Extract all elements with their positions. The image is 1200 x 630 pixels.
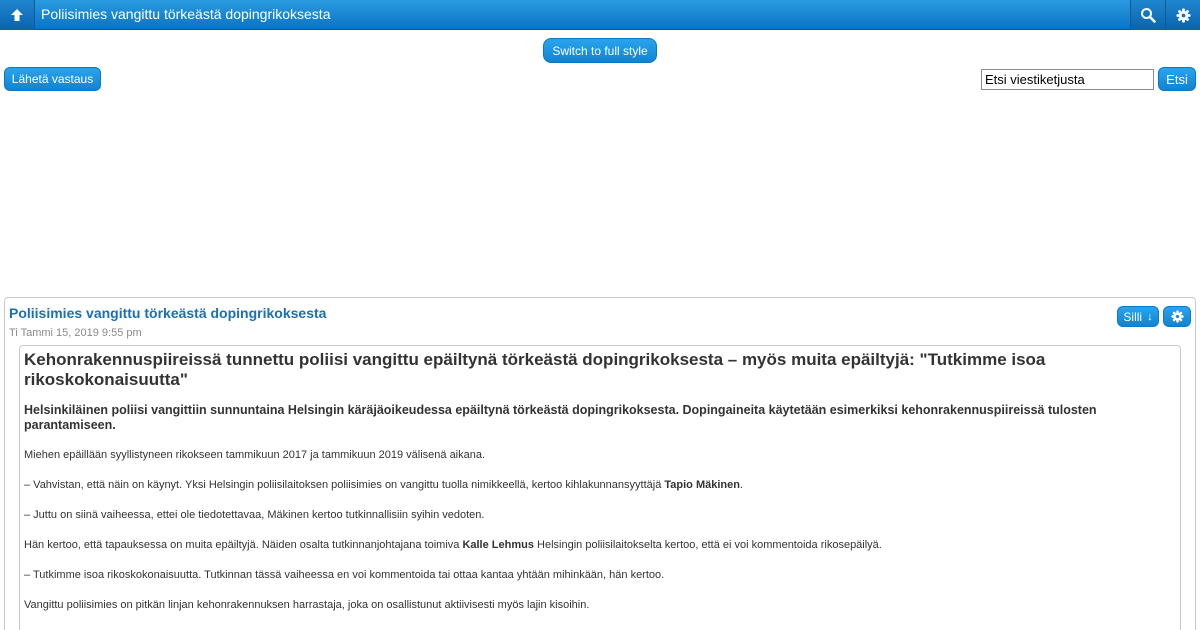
settings-button[interactable] — [1165, 0, 1200, 30]
page-title: Poliisimies vangittu törkeästä dopingrikoksesta — [41, 6, 331, 22]
article-lead: Helsinkiläinen poliisi vangittiin sunnuntaina Helsingin käräjäoikeudessa epäiltynä törkeästä dopingrikoksesta. Dopingaineita käytetään esimerkiksi kehonrakennuspiireissä tulosten parantamiseen. — [24, 403, 1097, 432]
gear-icon — [1171, 310, 1184, 323]
arrow-down-icon: ↓ — [1147, 310, 1153, 323]
author-name: Silli — [1123, 309, 1143, 324]
search-button[interactable] — [1130, 0, 1165, 30]
article-paragraph — [24, 478, 1124, 492]
paragraph-text: . — [739, 479, 744, 491]
article-paragraph: Miehen epäillään syyllistyneen rikokseen tammikuun 2017 ja tammikuun 2019 välisenä aikana. — [24, 449, 486, 461]
top-header-bar — [0, 0, 1200, 30]
post-reply-button[interactable]: Lähetä vastaus — [4, 67, 101, 91]
post-title-link[interactable]: Poliisimies vangittu törkeästä dopingrikoksesta — [9, 305, 327, 321]
search-submit-button[interactable]: Etsi — [1158, 67, 1196, 91]
person-name: Tapio Mäkinen — [664, 479, 740, 491]
paragraph-text: – Vahvistan, että näin on käynyt. Yksi Helsingin poliisilaitoksen poliisimies on vangittu tuolla nimikkeellä, kertoo kihlakunnansyyttäjä — [24, 479, 665, 491]
gear-icon — [1176, 8, 1191, 23]
article-headline: Kehonrakennuspiireissä tunnettu poliisi vangittu epäiltynä törkeästä dopingrikoksesta – myös muita epäiltyjä: "Tutkimme isoa rikoskokonaisuutta" — [24, 350, 1046, 389]
search-icon — [1140, 7, 1156, 23]
article-paragraph: Vangittu poliisimies on pitkän linjan kehonrakennuksen harrastaja, joka on osallistunut aktiivisesti myös lajin kisoihin. — [24, 599, 590, 611]
post-date: Ti Tammi 15, 2019 9:55 pm — [9, 327, 142, 339]
post-author-button[interactable] — [1117, 306, 1159, 327]
post-content — [24, 350, 1124, 628]
paragraph-text: Hän kertoo, että tapauksessa on muita epäiltyjä. Näiden osalta tutkinnanjohtajana toimiva — [24, 539, 463, 551]
arrow-up-icon — [10, 8, 24, 22]
post-options-button[interactable] — [1163, 306, 1191, 327]
search-topic-input[interactable] — [981, 69, 1154, 90]
switch-to-full-style-button[interactable]: Switch to full style — [543, 38, 657, 63]
article-paragraph — [24, 538, 1124, 552]
paragraph-text: Helsingin poliisilaitokselta kertoo, että ei voi kommentoida rikosepäilyä. — [533, 539, 882, 551]
article-paragraph: – Tutkimme isoa rikoskokonaisuutta. Tutkinnan tässä vaiheessa en voi kommentoida tai ottaa kantaa yhtään mihinkään, hän kertoo. — [24, 569, 665, 581]
back-to-forum-button[interactable] — [0, 0, 35, 30]
person-name: Kalle Lehmus — [462, 539, 534, 551]
article-paragraph: – Juttu on siinä vaiheessa, ettei ole tiedotettavaa, Mäkinen kertoo tutkinnallisiin syihin vedoten. — [24, 509, 485, 521]
